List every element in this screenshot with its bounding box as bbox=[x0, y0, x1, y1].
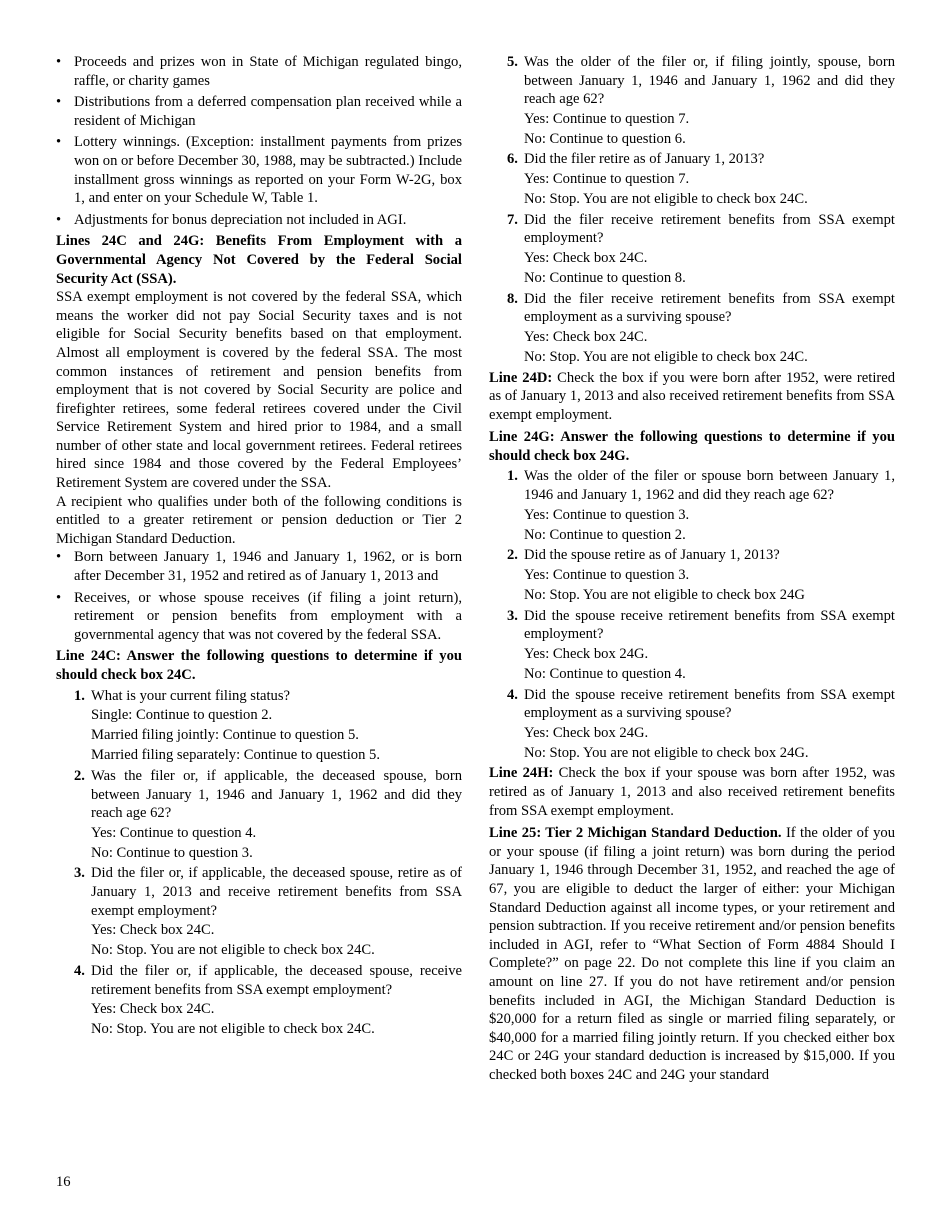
question-text: Did the filer or, if applicable, the deceased spouse, receive retirement benefits from SSA exempt employment? bbox=[91, 962, 462, 998]
answer-option: No: Continue to question 2. bbox=[524, 526, 686, 543]
question-item bbox=[56, 687, 462, 765]
question-text: Was the older of the filer or spouse born between January 1, 1946 and January 1, 1962 and did they reach age 62? bbox=[524, 468, 895, 504]
line-25-text: If the older of you or your spouse (if filing a joint return) was born during the period January 1, 1946 through December 31, 1952, and reached the age of 67, you are eligible to deduct the larger of either: your Michigan Standard Deduction against all income types, or your retirement and pension subtraction. If you receive retirement and/or pension benefits included in AGI, refer to “What Section of Form 4884 Should I Complete?” on page 22. Do not complete this line if you claim an amount on line 27. If you do not have retirement and/or pension benefits included in AGI, the Michigan Standard Deduction is $20,000 for a return filed as single or married filing separately, or $40,000 for a married filing jointly return. If you checked either box 24C or 24G your standard deduction is increased by $15,000. If you checked both boxes 24C and 24G your standard bbox=[489, 825, 895, 1083]
bullet-item: • Adjustments for bonus depreciation not included in AGI. bbox=[56, 211, 462, 230]
line-24d-label: Line 24D: bbox=[489, 369, 553, 386]
question-item bbox=[56, 864, 462, 959]
answer-option: No: Continue to question 4. bbox=[524, 665, 686, 682]
question-item bbox=[489, 53, 895, 148]
answer-option: Yes: Check box 24C. bbox=[91, 922, 215, 939]
question-number: 4. bbox=[74, 962, 85, 979]
question-item bbox=[56, 962, 462, 1039]
line-24h-paragraph bbox=[489, 764, 895, 820]
question-item bbox=[489, 467, 895, 544]
answer-option: Yes: Continue to question 3. bbox=[524, 566, 690, 583]
answer-option: Yes: Check box 24C. bbox=[524, 249, 648, 266]
right-column bbox=[489, 53, 895, 1084]
left-column bbox=[56, 53, 462, 1040]
question-number: 1. bbox=[74, 687, 85, 704]
question-text: Did the filer receive retirement benefits from SSA exempt employment as a surviving spouse? bbox=[524, 290, 895, 326]
answer-option: Married filing separately: Continue to question 5. bbox=[91, 747, 380, 764]
ssa-paragraph: A recipient who qualifies under both of the following conditions is entitled to a greater retirement or pension deduction or Tier 2 Michigan Standard Deduction. bbox=[56, 493, 462, 547]
ssa-heading: Lines 24C and 24G: Benefits From Employment with a Governmental Agency Not Covered by the Federal Social Security Act (SSA). bbox=[56, 233, 462, 287]
answer-option: Yes: Continue to question 3. bbox=[524, 506, 690, 523]
question-text: Did the spouse retire as of January 1, 2013? bbox=[524, 547, 780, 564]
question-item bbox=[489, 290, 895, 367]
line-24h-label: Line 24H: bbox=[489, 765, 554, 782]
page-number: 16 bbox=[56, 1174, 71, 1190]
answer-option: Yes: Continue to question 7. bbox=[524, 171, 690, 188]
answer-option: Yes: Continue to question 4. bbox=[91, 824, 257, 841]
line-24h-text: Check the box if your spouse was born after 1952, was retired as of January 1, 2013 and also received retirement benefits from SSA exempt employment. bbox=[489, 765, 896, 819]
question-number: 5. bbox=[507, 54, 518, 70]
answer-option: No: Continue to question 8. bbox=[524, 270, 686, 287]
question-number: 3. bbox=[507, 607, 518, 624]
answer-option: No: Stop. You are not eligible to check box 24G bbox=[524, 587, 805, 604]
question-item bbox=[56, 767, 462, 862]
answer-option: Yes: Check box 24C. bbox=[524, 328, 648, 345]
answer-option: No: Stop. You are not eligible to check box 24C. bbox=[91, 942, 375, 959]
question-text: Did the filer or, if applicable, the deceased spouse, retire as of January 1, 2013 and receive retirement benefits from SSA exempt employment? bbox=[91, 865, 462, 919]
question-item bbox=[489, 150, 895, 208]
question-text: Did the filer retire as of January 1, 2013? bbox=[524, 151, 765, 168]
answer-option: No: Stop. You are not eligible to check box 24C. bbox=[524, 191, 808, 208]
answer-option: No: Continue to question 6. bbox=[524, 130, 686, 147]
question-item bbox=[489, 607, 895, 684]
line-25-paragraph bbox=[489, 824, 895, 1084]
question-text: Did the filer receive retirement benefits from SSA exempt employment? bbox=[524, 211, 895, 247]
condition-item: • Born between January 1, 1946 and January 1, 1962, or is born after December 31, 1952 and retired as of January 1, 2013 and bbox=[56, 548, 462, 585]
ssa-paragraph: SSA exempt employment is not covered by the federal SSA, which means the worker did not pay Social Security taxes and is not eligible for Social Security benefits based on that employment. Almost all employment is covered by the federal SSA. The most common instances of retirement and pension benefits from employment that is not covered by Social Security are police and firefighter retirees, some federal retirees covered under the Civil Service Retirement System and hired prior to 1984, and a small number of other state and local government retirees. Federal retirees hired since 1984 and those covered by the Federal Employees’ Retirement System are covered under the SSA. bbox=[56, 289, 462, 492]
answer-option: No: Continue to question 3. bbox=[91, 844, 253, 861]
question-number: 4. bbox=[507, 686, 518, 703]
question-number: 3. bbox=[74, 865, 85, 882]
question-text: Was the older of the filer or, if filing jointly, spouse, born between January 1, 1946 and January 1, 1962 and did they reach age 62? bbox=[524, 54, 895, 108]
line-24d-paragraph bbox=[489, 369, 895, 425]
question-number: 6. bbox=[507, 151, 518, 168]
question-number: 2. bbox=[74, 767, 85, 784]
answer-option: Single: Continue to question 2. bbox=[91, 707, 273, 724]
answer-option: Yes: Continue to question 7. bbox=[524, 110, 690, 127]
question-item bbox=[489, 211, 895, 288]
line-25-label: Line 25: Tier 2 Michigan Standard Deduction. bbox=[489, 825, 782, 842]
bullet-item: • Distributions from a deferred compensation plan received while a resident of Michigan bbox=[56, 93, 462, 130]
question-item bbox=[489, 686, 895, 763]
line-24c-heading: Line 24C: Answer the following questions to determine if you should check box 24C. bbox=[56, 648, 462, 683]
condition-item: • Receives, or whose spouse receives (if filing a joint return), retirement or pension benefits from employment with a governmental agency that was not covered by the federal SSA. bbox=[56, 589, 462, 645]
question-item bbox=[489, 546, 895, 604]
question-text: What is your current filing status? bbox=[91, 687, 290, 704]
answer-option: No: Stop. You are not eligible to check box 24G. bbox=[524, 744, 809, 761]
question-number: 8. bbox=[507, 290, 518, 307]
answer-option: Married filing jointly: Continue to question 5. bbox=[91, 727, 359, 744]
answer-option: Yes: Check box 24G. bbox=[524, 724, 649, 741]
question-number: 7. bbox=[507, 211, 518, 228]
bullet-item: • Proceeds and prizes won in State of Michigan regulated bingo, raffle, or charity games bbox=[56, 53, 462, 90]
answer-option: Yes: Check box 24C. bbox=[91, 1001, 215, 1018]
question-number: 2. bbox=[507, 547, 518, 564]
line-24d-text: Check the box if you were born after 1952, were retired as of January 1, 2013 and also received retirement benefits from SSA exempt employment. bbox=[489, 369, 896, 423]
bullet-item: • Lottery winnings. (Exception: installment payments from prizes won on or before December 30, 1988, may be subtracted.) Include installment gross winnings as reported on your Form W-2G, box 1, and enter on your Schedule W, Table 1. bbox=[56, 133, 462, 207]
question-number: 1. bbox=[507, 468, 518, 485]
line-24g-heading: Line 24G: Answer the following questions to determine if you should check box 24G. bbox=[489, 429, 895, 464]
question-text: Did the spouse receive retirement benefits from SSA exempt employment as a surviving spouse? bbox=[524, 686, 895, 722]
question-text: Was the filer or, if applicable, the deceased spouse, born between January 1, 1946 and January 1, 1962 and did they reach age 62? bbox=[91, 767, 462, 822]
answer-option: No: Stop. You are not eligible to check box 24C. bbox=[524, 348, 808, 365]
answer-option: Yes: Check box 24G. bbox=[524, 645, 649, 662]
answer-option: No: Stop. You are not eligible to check box 24C. bbox=[91, 1021, 375, 1038]
question-text: Did the spouse receive retirement benefits from SSA exempt employment? bbox=[524, 607, 895, 643]
